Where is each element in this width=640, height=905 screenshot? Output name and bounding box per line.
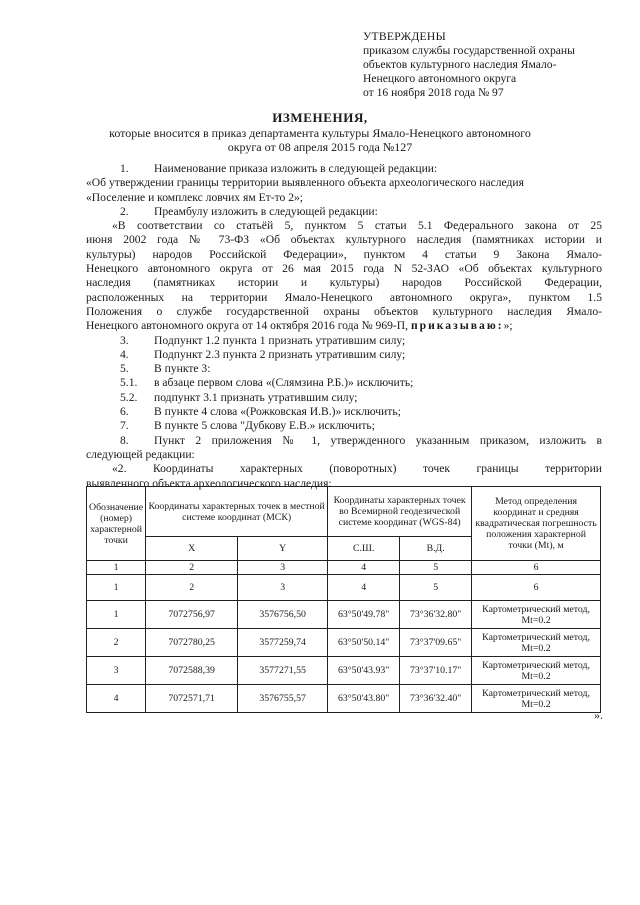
column-index: 1	[87, 575, 146, 601]
column-index: 5	[400, 575, 472, 601]
item-number: 3.	[120, 333, 129, 347]
order-word: приказываю:	[410, 319, 504, 333]
item-number: 5.	[120, 362, 129, 376]
item-text: Пункт 2 приложения № 1, утвержденного указанным приказом, изложить в	[154, 433, 602, 447]
header-method: Метод определения координат и средняя квадратическая погрешность положения характерной точки (Mt), м	[472, 487, 601, 561]
approval-block	[363, 30, 603, 100]
point-number: 1	[87, 601, 146, 629]
item-5-1	[86, 376, 602, 390]
item-text: Наименование приказа изложить в следующей редакции:	[154, 162, 438, 175]
column-index: 3	[238, 575, 328, 601]
column-index: 2	[146, 575, 238, 601]
item-text: Подпункт 2.3 пункта 2 признать утратившим силу;	[154, 347, 406, 361]
item-number: 4.	[120, 347, 129, 361]
column-index: 4	[328, 561, 400, 575]
coord-y: 3576755,57	[238, 685, 328, 713]
document-heading	[60, 110, 580, 154]
coord-y: 3577259,74	[238, 629, 328, 657]
approval-line: объектов культурного наследия Ямало-	[363, 58, 557, 71]
column-index: 2	[146, 561, 238, 575]
document-body	[86, 162, 602, 491]
item-text: В пункте 4 слова «(Рожковская И.В.)» исключить;	[154, 405, 401, 419]
item-text: Преамбулу изложить в следующей редакции:	[154, 204, 378, 218]
document-subtitle: округа от 08 апреля 2015 года №127	[227, 140, 413, 154]
column-index: 4	[328, 575, 400, 601]
point-number: 3	[87, 657, 146, 685]
coordinates-table	[86, 486, 601, 713]
column-index-row	[87, 561, 601, 575]
quote-heading: выявленного объекта археологического наследия:	[86, 476, 332, 490]
column-index-row	[87, 575, 601, 601]
coord-lon: 73°36'32.40"	[400, 685, 472, 713]
item-number: 6.	[120, 405, 129, 419]
preamble-text: Ненецкого автономного округа от 14 октября 2016 года № 969-П,	[86, 319, 411, 333]
preamble-line: культуры) народов Российской Федерации», пунктом 4 статьи 9 Закона Ямало-	[86, 247, 602, 261]
coord-x: 7072571,71	[146, 685, 238, 713]
coord-lon: 73°37'09.65"	[400, 629, 472, 657]
item-7	[86, 419, 602, 433]
item-1	[86, 162, 602, 176]
point-number: 4	[87, 685, 146, 713]
quote-heading: «2. Координаты характерных (поворотных) точек границы территории	[112, 462, 602, 476]
preamble-line: расположенных на территории Ямало-Ненецкого автономного округа», пунктом 1.5	[86, 290, 602, 304]
coord-y: 3577271,55	[238, 657, 328, 685]
item-number: 7.	[120, 419, 129, 433]
table-row	[87, 629, 601, 657]
document-title: ИЗМЕНЕНИЯ,	[272, 110, 368, 125]
preamble-line: «В соответствии со статьёй 5, пунктом 5 статьи 5.1 Федерального закона от 25	[112, 219, 602, 233]
item-text: в абзаце первом слова «(Слямзина Р.Б.)» исключить;	[154, 376, 414, 390]
item-4	[86, 348, 602, 362]
coord-lat: 63°50'50.14"	[328, 629, 400, 657]
coord-y: 3576756,50	[238, 601, 328, 629]
item-6	[86, 405, 602, 419]
item-1-quote: «Поселение и комплекс ловчих ям Ет-то 2»;	[86, 190, 304, 204]
preamble-line: Ненецкого автономного округа от 26 мая 2015 года N 52-ЗАО «Об объектах культурного	[86, 262, 602, 276]
item-5	[86, 362, 602, 376]
approval-line: от 16 ноября 2018 года № 97	[363, 86, 504, 99]
header-point-number: Обозначение (номер) характерной точки	[87, 487, 146, 561]
coord-lat: 63°50'49.78"	[328, 601, 400, 629]
item-text: Подпункт 1.2 пункта 1 признать утратившим силу;	[154, 333, 406, 347]
item-number: 5.1.	[120, 376, 138, 390]
item-8-continuation: следующей редакции:	[86, 447, 195, 461]
method: Картометрический метод, Mt=0.2	[472, 657, 601, 685]
item-2	[86, 205, 602, 219]
table-row	[87, 685, 601, 713]
method: Картометрический метод, Mt=0.2	[472, 685, 601, 713]
header-y: Y	[238, 537, 328, 561]
item-number: 2.	[120, 204, 129, 218]
coord-lon: 73°36'32.80"	[400, 601, 472, 629]
point-number: 2	[87, 629, 146, 657]
header-lon: В.Д.	[400, 537, 472, 561]
coord-x: 7072780,25	[146, 629, 238, 657]
approval-line: Ненецкого автономного округа	[363, 72, 517, 85]
coord-lat: 63°50'43.80"	[328, 685, 400, 713]
table-row	[87, 601, 601, 629]
method: Картометрический метод, Mt=0.2	[472, 601, 601, 629]
coord-lon: 73°37'10.17"	[400, 657, 472, 685]
coord-x: 7072756,97	[146, 601, 238, 629]
preamble-line: наследия (памятниках истории и культуры) народов Российской Федерации,	[86, 276, 602, 290]
item-5-2	[86, 391, 602, 405]
item-text: подпункт 3.1 признать утратившим силу;	[154, 390, 358, 404]
column-index: 6	[472, 575, 601, 601]
item-8	[86, 434, 602, 448]
column-index: 1	[87, 561, 146, 575]
document-subtitle: которые вносится в приказ департамента культуры Ямало-Ненецкого автономного	[109, 126, 531, 140]
method: Картометрический метод, Mt=0.2	[472, 629, 601, 657]
preamble-line	[86, 319, 602, 333]
item-text: В пункте 3:	[154, 362, 211, 376]
coord-lat: 63°50'43.93"	[328, 657, 400, 685]
item-3	[86, 334, 602, 348]
item-number: 5.2.	[120, 390, 138, 404]
header-wgs: Координаты характерных точек во Всемирной геодезической системе координат (WGS-84)	[328, 487, 472, 537]
table-header-row	[87, 487, 601, 537]
item-number: 1.	[120, 162, 129, 175]
header-x: X	[146, 537, 238, 561]
header-lat: С.Ш.	[328, 537, 400, 561]
preamble-line: июня 2002 года № 73-ФЗ «Об объектах культурного наследия (памятниках истории и	[86, 233, 602, 247]
item-number: 8.	[120, 433, 129, 447]
column-index: 6	[472, 561, 601, 575]
preamble-line: Положения о службе государственной охраны объектов культурного наследия Ямало-	[86, 304, 602, 318]
column-index: 3	[238, 561, 328, 575]
header-msk: Координаты характерных точек в местной системе координат (МСК)	[146, 487, 328, 537]
table-row	[87, 657, 601, 685]
preamble-end: »;	[503, 319, 513, 333]
closing-quote: ».	[594, 708, 603, 722]
column-index: 5	[400, 561, 472, 575]
approval-title: УТВЕРЖДЕНЫ	[363, 30, 447, 43]
item-text: В пункте 5 слова "Дубкову Е.В.» исключить;	[154, 419, 375, 433]
item-1-quote: «Об утверждении границы территории выявленного объекта археологического наследия	[86, 176, 524, 190]
approval-line: приказом службы государственной охраны	[363, 44, 575, 57]
coord-x: 7072588,39	[146, 657, 238, 685]
